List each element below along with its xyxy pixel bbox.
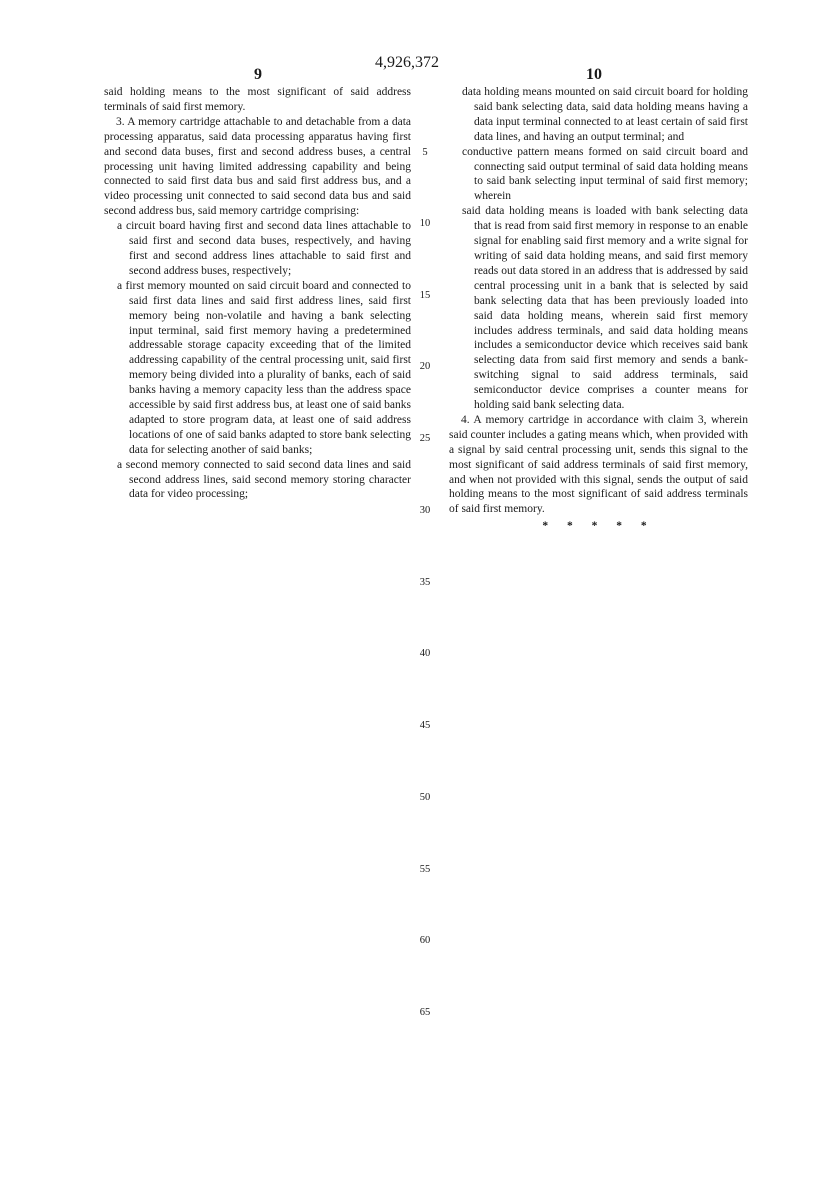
patent-number: 4,926,372 bbox=[375, 54, 439, 71]
left-column-number: 9 bbox=[254, 66, 262, 83]
left-text-column bbox=[104, 85, 411, 502]
claim-3-element-data-holding: data holding means mounted on said circuit board for holding said bank selecting data, said data holding means having a data input terminal connected to at least certain of said first data lines, and having an output terminal; and bbox=[462, 86, 748, 143]
line-number: 55 bbox=[419, 864, 431, 875]
line-number: 10 bbox=[419, 218, 431, 229]
line-number: 35 bbox=[419, 577, 431, 588]
line-number: 40 bbox=[419, 648, 431, 659]
line-number: 60 bbox=[419, 935, 431, 946]
claim-3-intro: 3. A memory cartridge attachable to and detachable from a data processing apparatus, said data processing apparatus having first and second data buses, first and second address buses, a central processing unit having limited addressing capability and being connected to said first data bus and said first address bus, and a video processing unit connected to said second data bus and said second address bus, said memory cartridge comprising: bbox=[104, 115, 411, 218]
claim-4: 4. A memory cartridge in accordance with claim 3, wherein said counter includes a gating means which, when provided with a signal by said central processing unit, sends this signal to the most significant of said address terminals of said first memory, and when not provided with this signal, sends the output of said holding means to the most significant of said address terminals of said first memory. bbox=[449, 413, 748, 516]
line-number: 50 bbox=[419, 792, 431, 803]
right-column-number: 10 bbox=[586, 66, 602, 83]
claim-3-element-conductive-pattern: conductive pattern means formed on said circuit board and connecting said output terminal of said data holding means to said bank selecting input terminal of said first memory; wherein bbox=[462, 145, 748, 203]
end-of-document-stars: * * * * * bbox=[542, 520, 655, 533]
line-number: 15 bbox=[419, 290, 431, 301]
claim-3-element-circuit-board: a circuit board having first and second data lines attachable to said first and second data buses, respectively, and having first and second address lines attachable to said first and second address buses, respectively; bbox=[117, 220, 411, 277]
right-text-column bbox=[449, 85, 748, 534]
claim-3-element-wherein: said data holding means is loaded with bank selecting data that is read from said first memory in response to an enable signal for enabling said first memory and a write signal for writing of said data holding means, and said first memory reads out data stored in an address that is addressed by said central processing unit in a bank that is selected by said bank selecting data that has been previously loaded into said data holding means, wherein said first memory includes address terminals, and said data holding means includes a semiconductor device which receives said bank selecting data from said first memory and sends a bank-switching signal to said address terminals, said semiconductor device comprises a counter means for holding said bank selecting data. bbox=[462, 205, 748, 412]
line-number: 5 bbox=[422, 147, 428, 158]
claim-3-element-first-memory: a first memory mounted on said circuit board and connected to said first data lines and said first address lines, said first memory being non-volatile and having a bank selecting input terminal, said first memory having a predetermined addressable storage capacity exceeding that of the limited addressing capability of the central processing unit, said first memory being divided into a plurality of banks, each of said banks having a memory capacity less than the address space accessible by said first address bus, at least one of said banks adapted to store program data, at least one of said address locations of one of said banks adapted to store bank selecting data for selecting another of said banks; bbox=[117, 279, 411, 456]
claim-3-element-second-memory: a second memory connected to said second data lines and said second address lines, said second memory storing character data for video processing; bbox=[117, 458, 411, 501]
line-number: 30 bbox=[419, 505, 431, 516]
continuation-paragraph: said holding means to the most significant of said address terminals of said first memory. bbox=[104, 86, 411, 113]
line-number: 65 bbox=[419, 1007, 431, 1018]
line-number: 45 bbox=[419, 720, 431, 731]
line-number: 25 bbox=[419, 433, 431, 444]
line-number: 20 bbox=[419, 361, 431, 372]
